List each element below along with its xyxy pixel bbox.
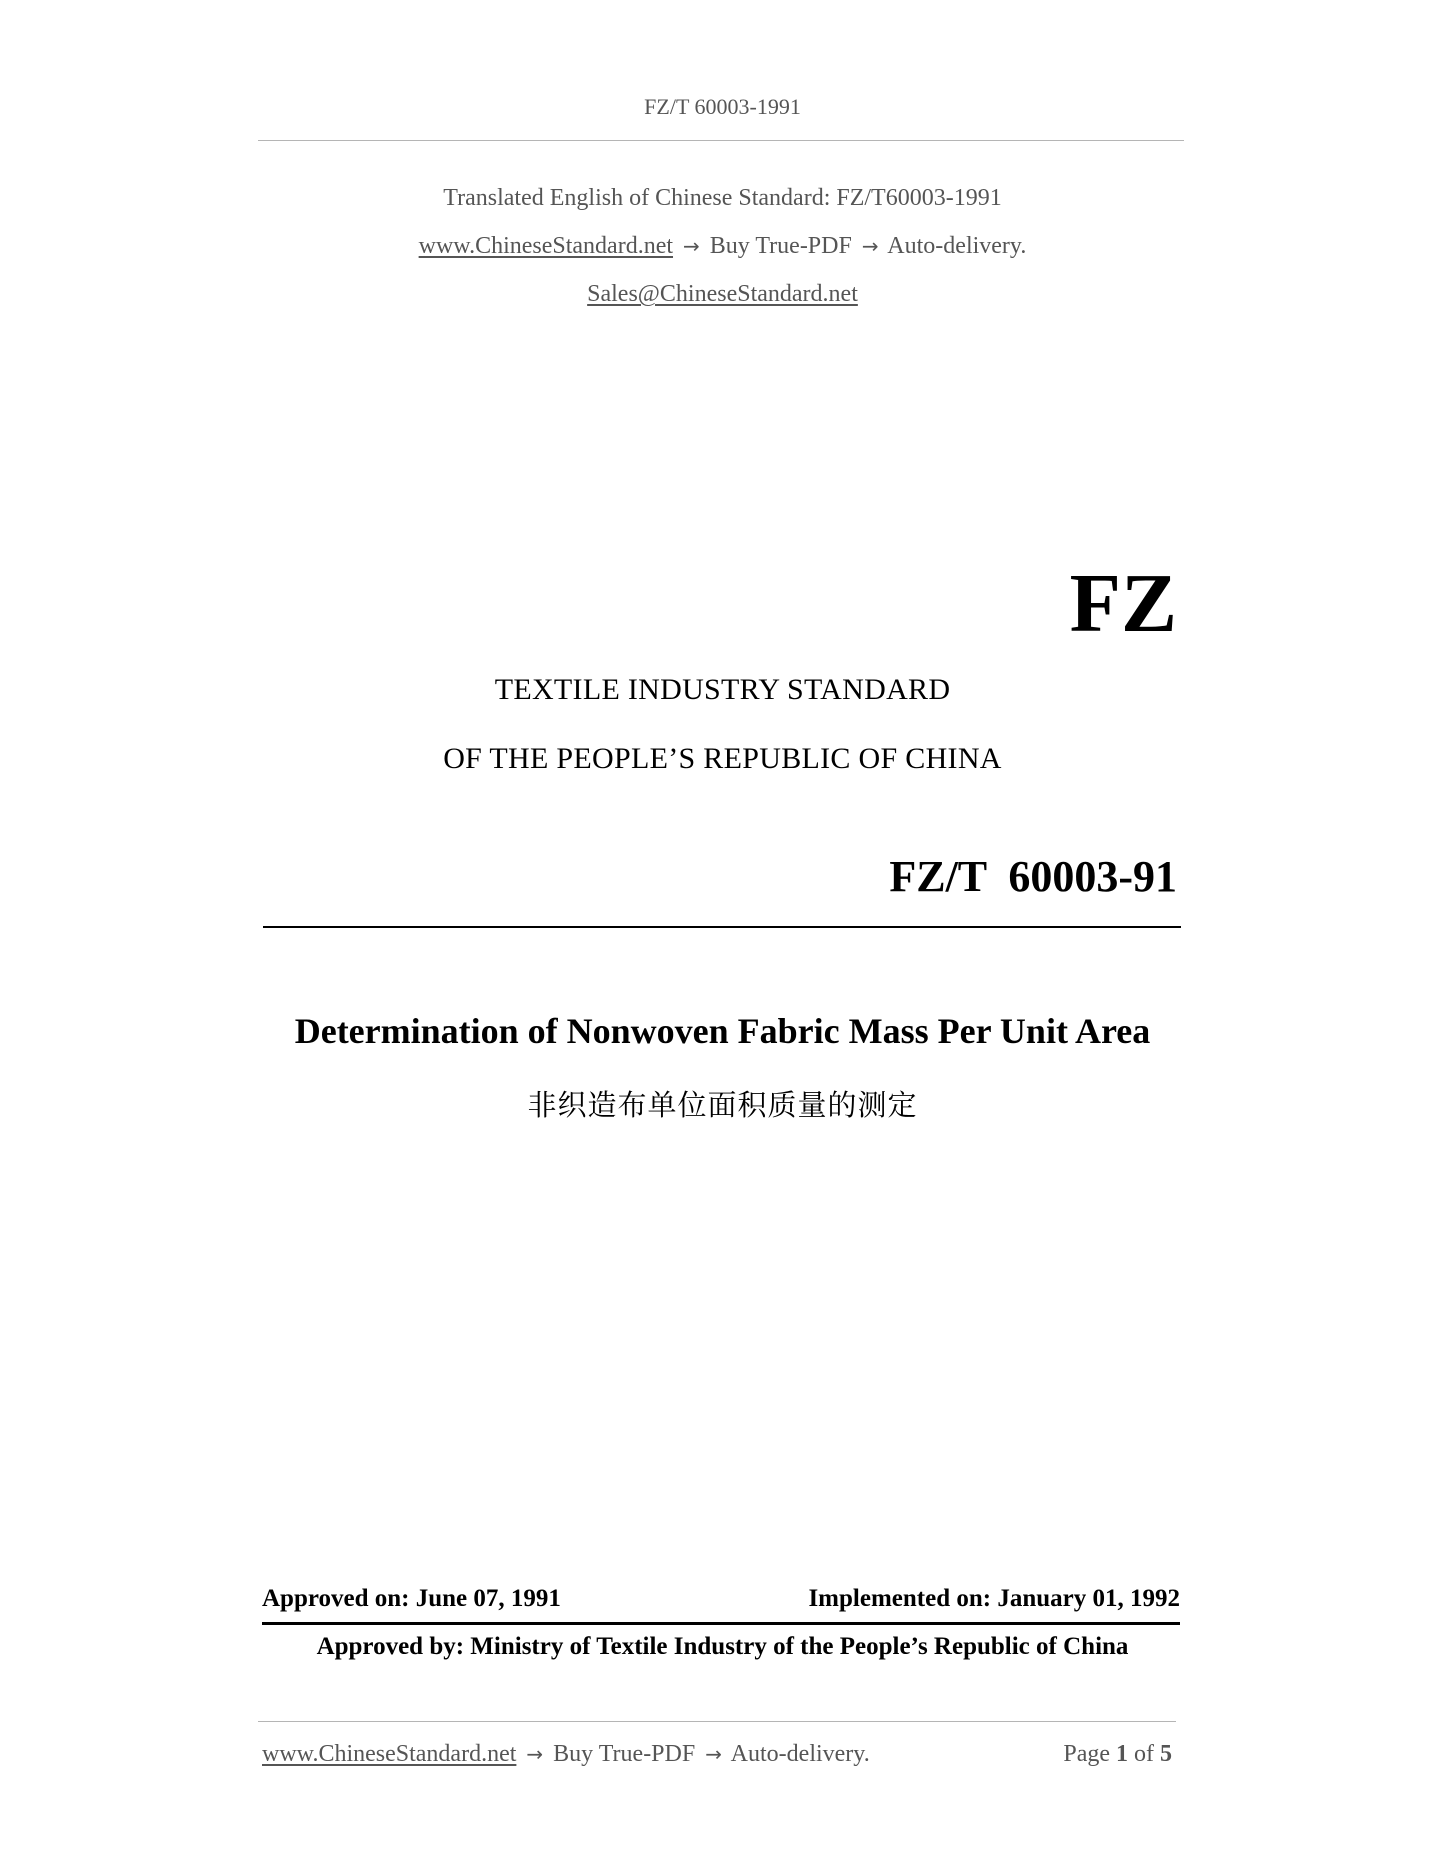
footer-delivery-text: Auto-delivery. — [730, 1741, 870, 1767]
page-indicator — [1063, 1741, 1172, 1768]
document-title-english: Determination of Nonwoven Fabric Mass Per Unit Area — [294, 1011, 1151, 1051]
standard-title-line-1: TEXTILE INDUSTRY STANDARD — [494, 673, 951, 706]
arrow-right-icon: → — [705, 1742, 722, 1766]
site-link[interactable]: www.ChineseStandard.net — [418, 233, 674, 259]
translated-notice: Translated English of Chinese Standard: FZ/T60003-1991 — [443, 185, 1002, 211]
approved-on-date: Approved on: June 07, 1991 — [262, 1585, 561, 1612]
running-header: FZ/T 60003-1991 — [644, 94, 801, 119]
buy-true-pdf-text: Buy True-PDF — [709, 233, 852, 259]
standard-number: FZ/T 60003-91 — [889, 852, 1177, 901]
promo-line — [0, 233, 1445, 260]
page-total: 5 — [1160, 1741, 1172, 1767]
arrow-right-icon: → — [861, 234, 879, 258]
arrow-right-icon: → — [683, 234, 700, 258]
title-divider — [263, 926, 1181, 928]
implemented-on-date: Implemented on: January 01, 1992 — [808, 1585, 1180, 1612]
approval-divider — [262, 1622, 1180, 1625]
sales-email-line — [0, 281, 1445, 308]
auto-delivery-text: Auto-delivery. — [887, 233, 1027, 259]
header-divider — [258, 140, 1184, 141]
approved-by: Approved by: Ministry of Textile Industry of the People’s Republic of China — [316, 1633, 1129, 1660]
page-current: 1 — [1116, 1741, 1128, 1767]
document-title-chinese: 非织造布单位面积质量的测定 — [527, 1088, 918, 1122]
fz-mark: FZ — [1069, 557, 1177, 650]
footer-promo — [262, 1741, 870, 1768]
footer-buy-text: Buy True-PDF — [553, 1741, 696, 1767]
footer-divider — [258, 1721, 1176, 1722]
sales-email-link[interactable]: Sales@ChineseStandard.net — [587, 281, 858, 307]
footer-site-link[interactable]: www.ChineseStandard.net — [262, 1741, 517, 1767]
arrow-right-icon: → — [526, 1742, 544, 1766]
page-label: Page — [1063, 1741, 1110, 1767]
standard-title-line-2: OF THE PEOPLE’S REPUBLIC OF CHINA — [443, 742, 1002, 775]
page-of-label: of — [1134, 1741, 1154, 1767]
